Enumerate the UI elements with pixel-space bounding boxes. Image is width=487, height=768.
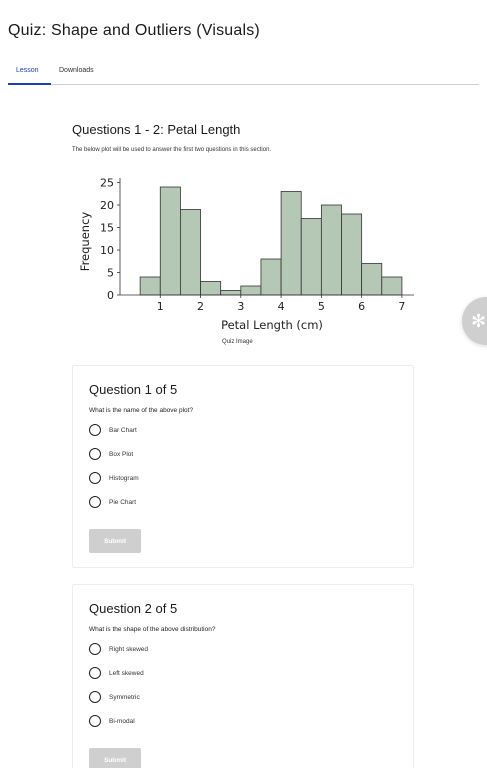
x-axis-label: Petal Length (cm) [221,318,323,332]
histogram-bar [301,219,321,296]
option-histogram[interactable] [89,471,139,485]
y-tick-label: 0 [107,289,114,302]
x-tick-label: 5 [317,300,325,313]
question-title: Question 2 of 5 [89,601,178,616]
option-label: Left skewed [109,669,144,677]
radio-button[interactable] [89,448,101,460]
question-title: Question 1 of 5 [89,382,178,397]
histogram-bar [241,286,261,295]
y-tick-label: 5 [107,266,114,280]
radio-button[interactable] [89,691,101,703]
question-card-1 [72,365,414,568]
x-tick-label: 4 [277,300,285,313]
page-title: Quiz: Shape and Outliers (Visuals) [8,22,260,39]
question-card-2 [72,584,414,768]
option-right-skewed[interactable] [89,642,148,656]
y-tick-label: 20 [100,199,114,212]
y-axis-label: Frequency [78,211,92,272]
histogram-bar [140,277,160,295]
radio-button[interactable] [89,667,101,679]
histogram-bar [321,205,341,295]
section-description: The below plot will be used to answer the first two questions in this section. [72,147,272,153]
histogram-chart [72,170,422,345]
tab-lesson[interactable] [16,67,39,74]
loading-spinner-icon: ✻ [471,311,487,331]
active-tab-indicator [8,83,51,85]
histogram-bar [180,210,200,296]
option-label: Histogram [109,474,139,482]
tab-bar [8,60,479,85]
chart-caption: Quiz Image [222,339,253,345]
section-title: Questions 1 - 2: Petal Length [72,122,241,137]
y-tick-label: 25 [100,176,114,190]
histogram-bar [160,187,180,295]
tab-lesson-label: Lesson [16,67,39,74]
option-symmetric[interactable] [89,690,140,704]
floating-action-button[interactable] [462,297,487,345]
option-pie-chart[interactable] [89,495,136,509]
histogram-bar [382,277,402,295]
option-box-plot[interactable] [89,447,133,461]
x-tick-label: 6 [358,300,366,313]
histogram-bar [342,214,362,295]
x-tick-label: 3 [237,300,245,313]
submit-button[interactable]: Submit [89,529,141,553]
option-label: Box Plot [109,450,134,458]
tab-downloads-label: Downloads [59,67,94,74]
histogram-svg [72,170,422,345]
y-tick-label: 10 [100,244,114,257]
histogram-bar [221,291,241,296]
histogram-bar [201,282,221,296]
radio-button[interactable] [89,424,101,436]
radio-button[interactable] [89,643,101,655]
histogram-bar [362,264,382,296]
option-label: Bi-modal [109,717,135,725]
option-label: Right skewed [109,645,149,653]
submit-button[interactable]: Submit [89,748,141,768]
option-bar-chart[interactable] [89,423,137,437]
question-prompt: What is the name of the above plot? [89,407,194,414]
x-tick-label: 2 [197,300,205,313]
histogram-bar [261,259,281,295]
tab-downloads[interactable] [59,67,94,74]
radio-button[interactable] [89,496,101,508]
option-bi-modal[interactable] [89,714,135,728]
radio-button[interactable] [89,715,101,727]
x-tick-label: 7 [398,300,406,313]
radio-button[interactable] [89,472,101,484]
option-left-skewed[interactable] [89,666,144,680]
histogram-bar [281,192,301,296]
y-tick-label: 15 [100,221,114,235]
x-tick-label: 1 [156,300,164,313]
option-label: Bar Chart [109,426,137,434]
option-label: Pie Chart [109,498,137,506]
option-label: Symmetric [109,693,140,701]
question-prompt: What is the shape of the above distribution? [89,626,216,633]
